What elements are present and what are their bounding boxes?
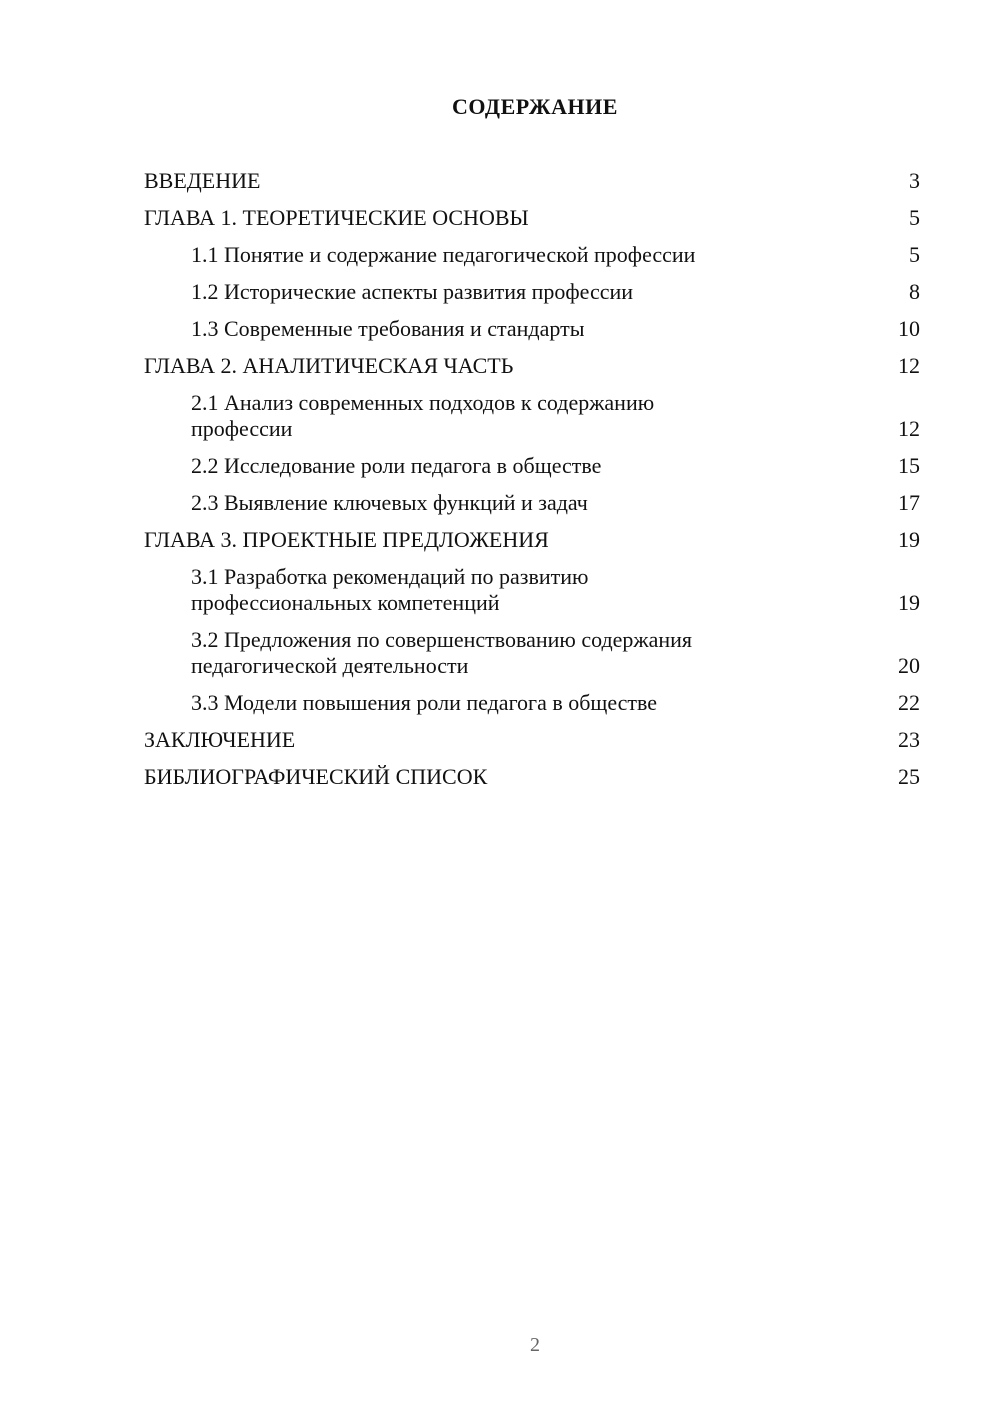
toc-entry-label: 1.3 Современные требования и стандарты (191, 316, 585, 341)
toc-entry-section-1-2[interactable] (144, 279, 920, 305)
toc-entry-page: 15 (898, 453, 920, 478)
toc-entry-section-2-2[interactable] (144, 453, 920, 479)
toc-entry-introduction[interactable] (144, 168, 920, 194)
toc-entry-label: 1.1 Понятие и содержание педагогической профессии (191, 242, 696, 267)
toc-entry-page: 5 (909, 242, 920, 267)
page-title: СОДЕРЖАНИЕ (452, 94, 618, 119)
toc-entry-label: ВВЕДЕНИЕ (144, 168, 261, 193)
toc-entry-label: 3.1 Разработка рекомендаций по развитию профессиональных компетенций (191, 564, 589, 615)
toc-entry-label: ГЛАВА 1. ТЕОРЕТИЧЕСКИЕ ОСНОВЫ (144, 205, 529, 230)
toc-entry-label: ГЛАВА 3. ПРОЕКТНЫЕ ПРЕДЛОЖЕНИЯ (144, 527, 549, 552)
toc-entry-page: 23 (898, 727, 920, 752)
toc-entry-conclusion[interactable] (144, 727, 920, 753)
toc-entry-section-1-1[interactable] (144, 242, 920, 268)
toc-entry-page: 19 (898, 527, 920, 552)
toc-entry-section-1-3[interactable] (144, 316, 920, 342)
toc-entry-page: 25 (898, 764, 920, 789)
toc-entry-section-3-1[interactable] (144, 564, 920, 616)
toc-entry-page: 8 (909, 279, 920, 304)
toc-entry-label: ГЛАВА 2. АНАЛИТИЧЕСКАЯ ЧАСТЬ (144, 353, 514, 378)
toc-entry-page: 17 (898, 490, 920, 515)
table-of-contents (144, 168, 920, 801)
toc-entry-label: 2.2 Исследование роли педагога в обществе (191, 453, 602, 478)
toc-entry-section-2-1[interactable] (144, 390, 920, 442)
toc-entry-label: ЗАКЛЮЧЕНИЕ (144, 727, 296, 752)
toc-entry-page: 12 (898, 353, 920, 378)
toc-entry-chapter-3[interactable] (144, 527, 920, 553)
toc-entry-label: 1.2 Исторические аспекты развития профессии (191, 279, 634, 304)
toc-entry-page: 10 (898, 316, 920, 341)
toc-entry-chapter-2[interactable] (144, 353, 920, 379)
toc-entry-section-3-2[interactable] (144, 627, 920, 679)
toc-entry-label: 3.2 Предложения по совершенствованию содержания педагогической деятельности (191, 627, 693, 678)
toc-entry-page: 3 (909, 168, 920, 193)
toc-entry-section-3-3[interactable] (144, 690, 920, 716)
toc-entry-page: 22 (898, 690, 920, 715)
toc-entry-label: БИБЛИОГРАФИЧЕСКИЙ СПИСОК (144, 764, 488, 789)
toc-entry-label: 2.1 Анализ современных подходов к содержанию профессии (191, 390, 655, 441)
toc-entry-page: 12 (898, 416, 920, 441)
page-number: 2 (530, 1334, 540, 1356)
toc-entry-chapter-1[interactable] (144, 205, 920, 231)
toc-entry-label: 2.3 Выявление ключевых функций и задач (191, 490, 588, 515)
toc-entry-bibliography[interactable] (144, 764, 920, 790)
toc-entry-page: 20 (898, 653, 920, 678)
toc-entry-page: 19 (898, 590, 920, 615)
toc-entry-label: 3.3 Модели повышения роли педагога в обществе (191, 690, 658, 715)
toc-entry-section-2-3[interactable] (144, 490, 920, 516)
toc-entry-page: 5 (909, 205, 920, 230)
